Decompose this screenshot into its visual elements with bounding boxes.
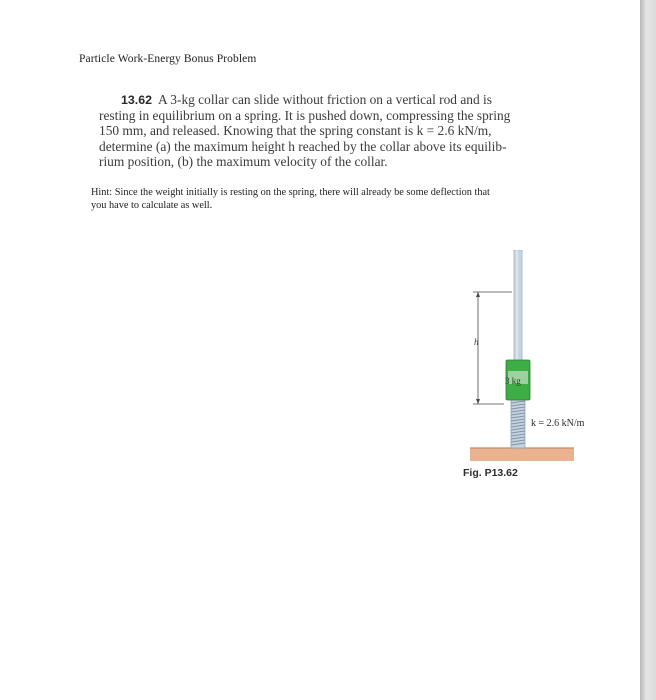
problem-statement (99, 92, 573, 169)
spring-constant-label: k = 2.6 kN/m (531, 418, 585, 429)
problem-text-1: A 3-kg collar can slide without friction on a vertical rod and is (158, 92, 492, 107)
collar-mass-label: 3 kg (505, 376, 521, 386)
problem-line-1 (99, 92, 573, 108)
problem-line-5: rium position, (b) the maximum velocity of the collar. (99, 153, 388, 169)
problem-line-4: determine (a) the maximum height h reached by the collar above its equilib- (99, 138, 507, 154)
problem-line-2: resting in equilibrium on a spring. It is pushed down, compressing the spring (99, 108, 511, 124)
spring (511, 400, 525, 448)
hint-line-2: you have to calculate as well. (91, 199, 213, 211)
ground-block (470, 448, 574, 461)
document-heading: Particle Work-Energy Bonus Problem (79, 53, 257, 65)
height-label: h (474, 337, 479, 347)
problem-number: 13.62 (121, 93, 153, 107)
hint-line-1: Hint: Since the weight initially is resting on the spring, there will already be some deflection that (91, 187, 490, 198)
height-arrow-up (476, 292, 480, 297)
problem-line-3: 150 mm, and released. Knowing that the spring constant is k = 2.6 kN/m, (99, 123, 492, 139)
page-edge-shadow (640, 0, 656, 700)
hint-text (91, 187, 561, 212)
height-arrow-down (476, 399, 480, 404)
figure-caption: Fig. P13.62 (463, 467, 518, 479)
collar-spring-figure (470, 250, 620, 480)
